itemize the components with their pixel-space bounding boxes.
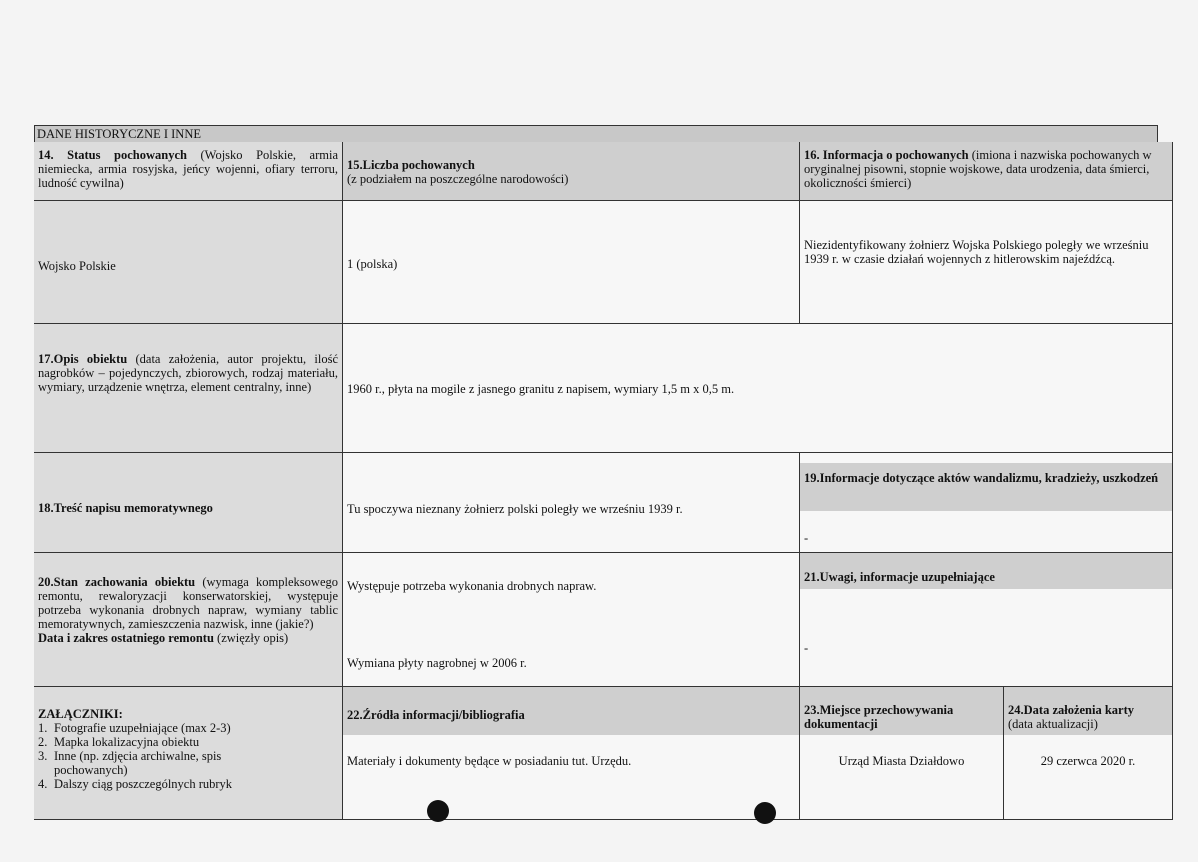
field-18-value: Tu spoczywa nieznany żołnierz polski poległy we wrześniu 1939 r. [347, 502, 683, 516]
field-15-value-cell [343, 201, 800, 324]
field-17-label: 17.Opis obiektu (data założenia, autor projektu, ilość nagrobków – pojedynczych, zbiorowych, rodzaj materiału, wymiary, urządzenie wnętrza, element centralny, inne) [38, 352, 338, 394]
attachment-item: 4. Dalszy ciąg poszczególnych rubryk [38, 777, 233, 791]
punch-hole [754, 802, 776, 824]
field-15-label: 15.Liczba pochowanych (z podziałem na poszczególne narodowości) [347, 158, 569, 186]
field-23-cell [800, 687, 1004, 820]
field-18-label-cell [34, 453, 343, 553]
field-23-value: Urząd Miasta Działdowo [838, 754, 965, 768]
field-15-value: 1 (polska) [347, 257, 398, 271]
field-20-label: 20.Stan zachowania obiektu (wymaga kompleksowego remontu, rewaloryzacji konserwatorskiej, występuje potrzeba wykonania drobnych napraw, wymiany tablic memoratywnych, zamieszczenia nazwisk, inne (jakie?) Data i zakres ostatniego remontu (zwięzły opis) [38, 575, 338, 645]
field-19-cell [800, 453, 1173, 553]
field-17-label-cell [34, 324, 343, 453]
field-20-label-cell [34, 553, 343, 687]
field-19-label: 19.Informacje dotyczące aktów wandalizmu, kradzieży, uszkodzeń [804, 471, 1159, 485]
field-16-value: Niezidentyfikowany żołnierz Wojska Polskiego poległy we wrześniu 1939 r. w czasie działań wojennych z hitlerowskim najeźdźcą. [804, 238, 1149, 266]
field-14-label-cell [34, 142, 343, 201]
field-24-value: 29 czerwca 2020 r. [1040, 754, 1136, 768]
field-16-label: 16. Informacja o pochowanych (imiona i nazwiska pochowanych w oryginalnej pisowni, stopnie wojskowe, data urodzenia, data śmierci, okoliczności śmierci) [804, 148, 1152, 190]
field-17-value: 1960 r., płyta na mogile z jasnego granitu z napisem, wymiary 1,5 m x 0,5 m. [347, 382, 735, 396]
field-20-value-cell [343, 553, 800, 687]
field-19-value: - [804, 531, 809, 545]
field-18-label: 18.Treść napisu memoratywnego [38, 501, 213, 515]
field-23-label: 23.Miejsce przechowywania dokumentacji [804, 703, 954, 731]
attachment-item: 3. Inne (np. zdjęcia archiwalne, spis pochowanych) [38, 749, 222, 777]
field-21-label: 21.Uwagi, informacje uzupełniające [804, 570, 995, 584]
field-18-value-cell [343, 453, 800, 553]
attachment-item: 1. Fotografie uzupełniające (max 2-3) [38, 721, 231, 735]
field-14-value: Wojsko Polskie [38, 259, 116, 273]
field-24-label: 24.Data założenia karty (data aktualizacji) [1008, 703, 1135, 731]
field-14-label: 14. Status pochowanych (Wojsko Polskie, armia niemiecka, armia rosyjska, jeńcy wojenni, ofiary terroru, ludność cywilna) [38, 148, 338, 190]
field-14-value-cell [34, 201, 343, 324]
field-17-value-cell [343, 324, 1173, 453]
field-24-cell [1004, 687, 1173, 820]
attachment-item: 2. Mapka lokalizacyjna obiektu [38, 735, 200, 749]
attachments-list [38, 721, 278, 791]
field-16-value-cell [800, 201, 1173, 324]
attachments-cell [34, 687, 343, 820]
field-22-label: 22.Źródła informacji/bibliografia [347, 708, 525, 722]
field-16-label-cell [800, 142, 1173, 201]
field-21-value: - [804, 641, 809, 655]
field-21-cell [800, 553, 1173, 687]
field-20-value: Występuje potrzeba wykonania drobnych napraw. [347, 579, 597, 593]
field-22-cell [343, 687, 800, 820]
field-22-value: Materiały i dokumenty będące w posiadaniu tut. Urzędu. [347, 754, 632, 768]
section-header: DANE HISTORYCZNE I INNE [34, 125, 1158, 143]
punch-hole [427, 800, 449, 822]
field-15-label-cell [343, 142, 800, 201]
field-20-value-renovation: Wymiana płyty nagrobnej w 2006 r. [347, 656, 527, 670]
attachments-title: ZAŁĄCZNIKI: [38, 707, 123, 721]
